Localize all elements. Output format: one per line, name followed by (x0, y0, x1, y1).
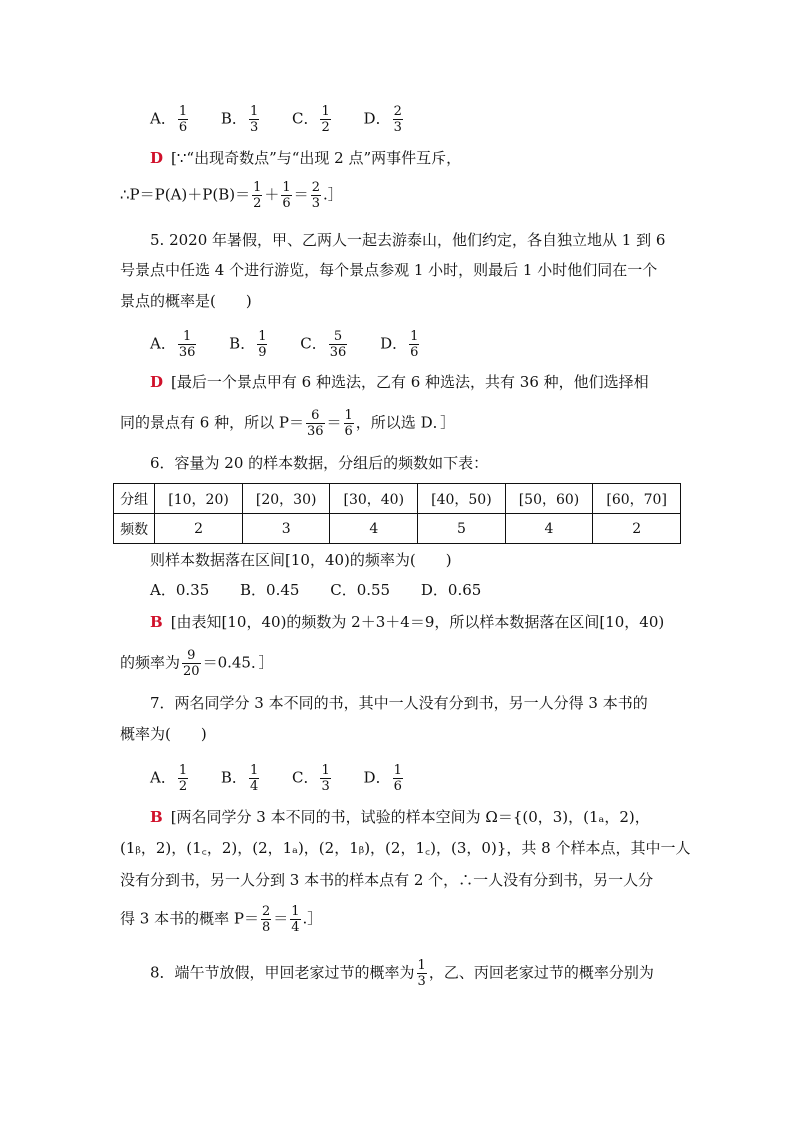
q5-option-d: D． $\frac{1}{6}$ (380, 329, 419, 360)
q7-option-d: D． $\frac{1}{6}$ (363, 763, 402, 794)
q7-solution-line-1: B [两名同学分 3 本不同的书，试验的样本空间为 Ω＝{(0，3)，(1ₐ，2)， (150, 808, 650, 826)
q5-solution-line-2: 同的景点有 6 种，所以 P＝ $\frac{6}{36}$ ＝ $\frac{1}{6}$ ，所以选 D．］ (120, 408, 456, 439)
frequency-table (113, 483, 681, 544)
q6-stem-line-2: 则样本数据落在区间[10，40)的频率为( ) (150, 551, 452, 569)
q5-option-a: A． $\frac{1}{36}$ (150, 329, 196, 360)
q7-solution-line-4: 得 3 本书的概率 P＝ $\frac{2}{8}$ ＝ $\frac{1}{4}$ .］ (120, 904, 323, 935)
table-cell: 2 (593, 514, 681, 544)
q5-answer: D (150, 373, 164, 391)
table-row-frequency (114, 514, 681, 544)
q5-stem-line-3: 景点的概率是( ) (120, 292, 252, 310)
q7-answer: B (150, 808, 163, 826)
q7-options (150, 763, 431, 794)
table-row-header (114, 484, 681, 514)
q4-solution-line-1: D [∵“出现奇数点”与“出现 2 点”两事件互斥， (150, 149, 462, 167)
table-cell: [40，50) (418, 484, 506, 514)
q7-solution-line-2: (1ᵦ，2)，(1꜀，2)，(2，1ₐ)，(2，1ᵦ)，(2，1꜀)，(3，0)}，共 8 个样本点，其中一人 (120, 839, 691, 857)
q6-option-c: C．0.55 (330, 581, 391, 599)
q6-stem-line-1: 6．容量为 20 的样本数据，分组后的频数如下表： (150, 454, 489, 472)
q6-options (150, 579, 507, 601)
q5-option-c: C． $\frac{5}{36}$ (300, 329, 347, 360)
table-cell: [20，30) (242, 484, 330, 514)
q4-solution-line-2: ∴P＝P(A)＋P(B)＝ $\frac{1}{2}$ ＋ $\frac{1}{6}$ ＝ $\frac{2}{3}$ .］ (120, 180, 343, 211)
q5-options (150, 329, 447, 360)
q5-stem-line-2: 号景点中任选 4 个进行游览，每个景点参观 1 小时，则最后 1 小时他们同在一个 (120, 261, 658, 279)
q5-option-b: B． $\frac{1}{9}$ (229, 329, 267, 360)
table-cell: [60，70] (593, 484, 681, 514)
table-cell: [30，40) (330, 484, 418, 514)
q6-solution-line-2: 的频率为 $\frac{9}{20}$ ＝0.45．］ (120, 648, 274, 679)
q6-option-b: B．0.45 (240, 581, 300, 599)
q5-stem-line-1: 5. 2020 年暑假，甲、乙两人一起去游泰山，他们约定，各自独立地从 1 到 6 (150, 231, 666, 249)
q4-option-d: D． $\frac{2}{3}$ (363, 104, 402, 135)
table-cell: 频数 (114, 514, 155, 544)
q4-option-a: A． $\frac{1}{6}$ (150, 104, 188, 135)
q4-option-c: C． $\frac{1}{2}$ (292, 104, 330, 135)
table-cell: [50，60) (505, 484, 593, 514)
q7-stem-line-1: 7．两名同学分 3 本不同的书，其中一人没有分到书，另一人分得 3 本书的 (150, 694, 648, 712)
q7-stem-line-2: 概率为( ) (120, 725, 207, 743)
table-cell: 5 (418, 514, 506, 544)
q6-option-d: D．0.65 (420, 581, 482, 599)
table-cell: 4 (505, 514, 593, 544)
q6-option-a: A．0.35 (150, 581, 210, 599)
q6-solution-line-1: B [由表知[10，40)的频数为 2＋3＋4＝9，所以样本数据落在区间[10，40) (150, 613, 665, 631)
q7-solution-line-3: 没有分到书，另一人分到 3 本书的样本点有 2 个，∴一人没有分到书，另一人分 (120, 871, 654, 889)
table-cell: 2 (155, 514, 243, 544)
q5-solution-line-1: D [最后一个景点甲有 6 种选法，乙有 6 种选法，共有 36 种，他们选择相 (150, 373, 649, 391)
q4-option-b: B． $\frac{1}{3}$ (220, 104, 259, 135)
q6-answer: B (150, 613, 163, 631)
q4-answer: D (150, 149, 164, 167)
q8-stem-line-1: 8．端午节放假，甲回老家过节的概率为 $\frac{1}{3}$ ，乙、丙回老家过节的概率分别为 (150, 958, 654, 989)
table-cell: [10，20) (155, 484, 243, 514)
table-cell: 分组 (114, 484, 155, 514)
q7-option-c: C． $\frac{1}{3}$ (292, 763, 330, 794)
q4-options (150, 104, 431, 135)
table-cell: 3 (242, 514, 330, 544)
q7-option-b: B． $\frac{1}{4}$ (220, 763, 259, 794)
q7-option-a: A． $\frac{1}{2}$ (150, 763, 188, 794)
table-cell: 4 (330, 514, 418, 544)
